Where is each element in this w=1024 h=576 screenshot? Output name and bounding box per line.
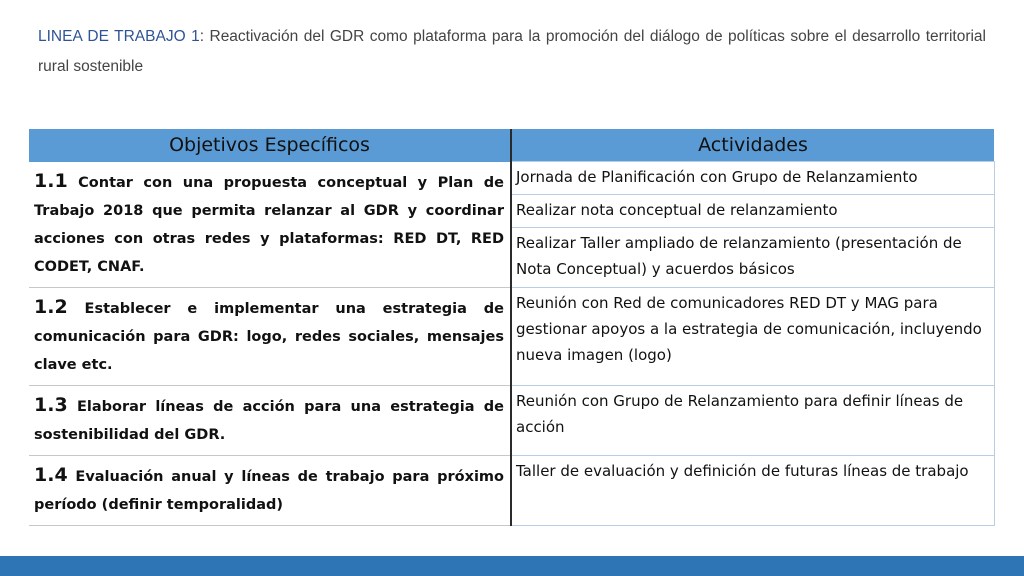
objective-number: 1.4	[34, 463, 68, 486]
objective-cell-1-2	[29, 287, 511, 385]
objective-number: 1.1	[34, 169, 68, 192]
objective-text: Evaluación anual y líneas de trabajo para próximo período (definir temporalidad)	[34, 468, 504, 513]
table-row	[29, 162, 994, 195]
activity-cell: Reunión con Red de comunicadores RED DT y MAG para gestionar apoyos a la estrategia de comunicación, incluyendo nueva imagen (logo)	[511, 287, 994, 385]
activity-cell: Realizar nota conceptual de relanzamiento	[511, 194, 994, 227]
table-row	[29, 455, 994, 525]
table-row	[29, 287, 994, 385]
objective-text: Elaborar líneas de acción para una estrategia de sostenibilidad del GDR.	[34, 398, 504, 443]
table-header-row	[29, 129, 994, 162]
objective-text: Establecer e implementar una estrategia de comunicación para GDR: logo, redes sociales, mensajes clave etc.	[34, 300, 504, 373]
objective-cell-1-3	[29, 385, 511, 455]
objective-number: 1.2	[34, 295, 68, 318]
objectives-table	[29, 129, 995, 526]
page-header	[38, 22, 986, 82]
objective-number: 1.3	[34, 393, 68, 416]
objective-cell-1-4	[29, 455, 511, 525]
activity-cell: Taller de evaluación y definición de futuras líneas de trabajo	[511, 455, 994, 525]
footer-bar	[0, 556, 1024, 576]
table-row	[29, 385, 994, 455]
activity-cell: Reunión con Grupo de Relanzamiento para definir líneas de acción	[511, 385, 994, 455]
header-text: : Reactivación del GDR como plataforma para la promoción del diálogo de políticas sobre el desarrollo territorial rural sostenible	[38, 28, 986, 75]
activity-cell: Realizar Taller ampliado de relanzamiento (presentación de Nota Conceptual) y acuerdos básicos	[511, 227, 994, 287]
header-lead: LINEA DE TRABAJO 1	[38, 28, 200, 45]
objective-text: Contar con una propuesta conceptual y Plan de Trabajo 2018 que permita relanzar al GDR y coordinar acciones con otras redes y plataformas: RED DT, RED CODET, CNAF.	[34, 174, 504, 275]
objective-cell-1-1	[29, 162, 511, 288]
col-header-objectives: Objetivos Específicos	[29, 129, 511, 162]
col-header-activities: Actividades	[511, 129, 994, 162]
activity-cell: Jornada de Planificación con Grupo de Relanzamiento	[511, 162, 994, 195]
